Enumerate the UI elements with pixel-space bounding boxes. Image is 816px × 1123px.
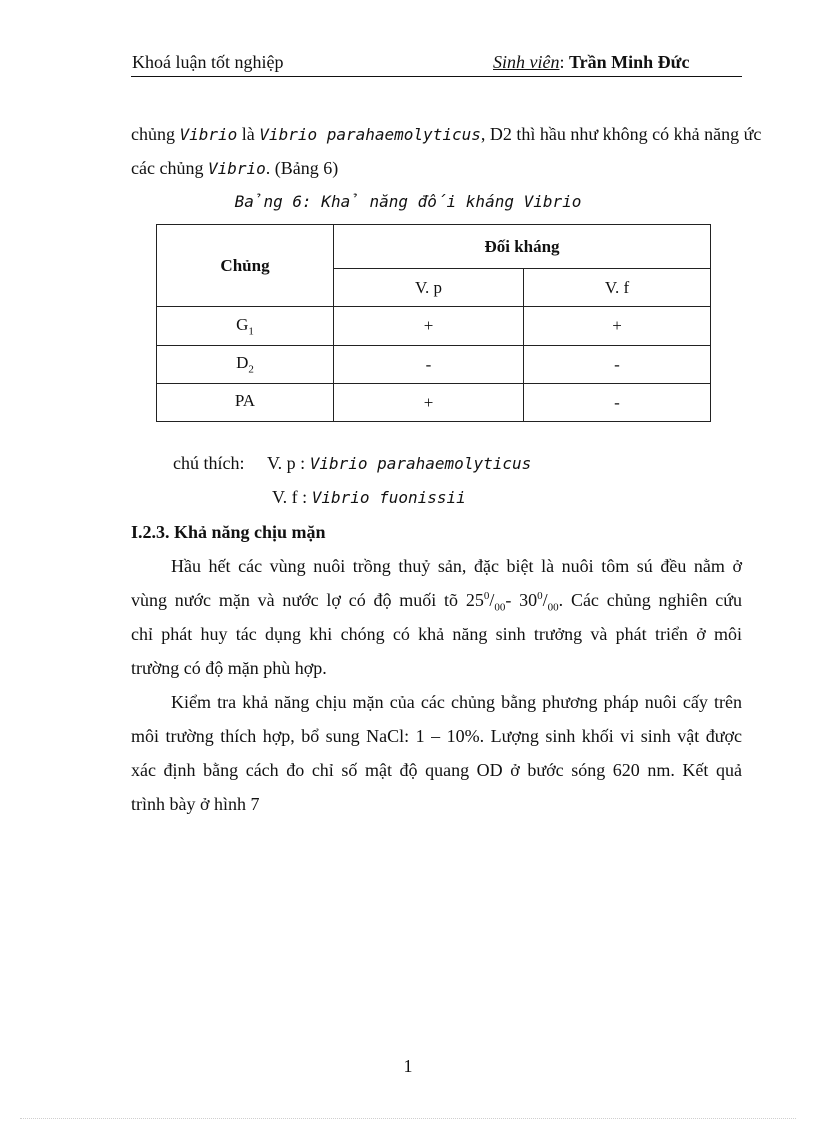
text-run: /: [489, 590, 495, 610]
text-run: , D2 thì hầu như không có khả năng ức: [480, 124, 762, 144]
header-strain: Chủng: [157, 225, 334, 307]
table-row: [157, 346, 711, 384]
strain-subscript: 1: [248, 325, 254, 338]
note-vp: [267, 453, 531, 474]
intro-line-1: [131, 124, 762, 145]
header-rule: [131, 76, 742, 77]
header-vp: V. p: [334, 269, 524, 307]
header-author-name: Trần Minh Đức: [569, 52, 690, 72]
vf-cell: -: [524, 346, 711, 384]
para1-line-3: chỉ phát huy tác dụng khi chóng có khả năng sinh trưởng và phát triển ở môi: [131, 624, 742, 644]
para2-line-4: trình bày ở hình 7: [131, 794, 260, 814]
note-label: chú thích:: [173, 453, 245, 473]
vp-cell: +: [334, 307, 524, 346]
species-italic: Vibrio parahaemolyticus: [259, 125, 481, 144]
note-vf-abbr: V. f :: [272, 487, 308, 507]
note-vf-full: Vibrio fuonissii: [311, 488, 466, 507]
strain-name: G: [236, 314, 249, 334]
text-run: vùng nước mặn và nước lợ có độ muối tõ 25: [131, 590, 484, 610]
vp-cell: -: [334, 346, 524, 384]
note-vp-abbr: V. p :: [267, 453, 306, 473]
section-heading: I.2.3. Khả năng chịu mặn: [131, 522, 326, 542]
strain-cell: [157, 307, 334, 346]
para1-line-4: trường có độ mặn phù hợp.: [131, 658, 327, 678]
genus-italic: Vibrio: [207, 159, 266, 178]
para2-line-1: Kiểm tra khả năng chịu mặn của các chủng bằng phương pháp nuôi cấy trên: [171, 692, 742, 712]
header-antagonism: Đối kháng: [334, 225, 711, 269]
text-run: là: [237, 124, 260, 144]
text-run: các chủng: [131, 158, 208, 178]
table-caption: Bảng 6: Khả năng đối kháng Vibrio: [234, 192, 582, 211]
text-run: . Các chủng nghiên cứu: [558, 590, 742, 610]
para2-line-3: xác định bằng cách đo chỉ số mật độ quang OD ở bước sóng 620 nm. Kết quả: [131, 760, 742, 780]
text-run: chủng: [131, 124, 180, 144]
note-vf: [272, 487, 466, 508]
table-row: [157, 384, 711, 422]
page-number: 1: [403, 1056, 413, 1076]
superscript: 0: [537, 590, 543, 602]
header-separator: :: [559, 52, 569, 72]
superscript: 0: [483, 590, 490, 602]
text-run: - 30: [505, 590, 538, 610]
subscript: 00: [547, 601, 559, 614]
subscript: 00: [494, 601, 506, 614]
vp-cell: +: [334, 384, 524, 422]
strain-subscript: 2: [248, 363, 254, 376]
header-vf: V. f: [524, 269, 711, 307]
vf-cell: +: [524, 307, 711, 346]
antagonism-table: [156, 224, 711, 422]
footer-rule: [20, 1118, 796, 1119]
intro-line-2: [131, 158, 742, 179]
vf-cell: -: [524, 384, 711, 422]
text-run: . (Bảng 6): [265, 158, 339, 178]
para1-line-1: Hầu hết các vùng nuôi trồng thuỷ sản, đặc biệt là nuôi tôm sú đều nằm ở: [171, 556, 742, 576]
para1-line-2: [131, 590, 742, 614]
genus-italic: Vibrio: [179, 125, 238, 144]
text-run: /: [542, 590, 548, 610]
strain-name: PA: [234, 391, 256, 411]
strain-cell: [157, 346, 334, 384]
header-title: Khoá luận tốt nghiệp: [132, 52, 284, 72]
strain-name: D: [236, 353, 249, 373]
para2-line-2: môi trường thích hợp, bổ sung NaCl: 1 – 10%. Lượng sinh khối vi sinh vật được: [131, 726, 742, 746]
header-author: [493, 52, 689, 73]
strain-cell: [157, 384, 334, 422]
note-vp-full: Vibrio parahaemolyticus: [309, 454, 532, 473]
table-row: [157, 307, 711, 346]
header-role: Sinh viên: [493, 52, 560, 72]
